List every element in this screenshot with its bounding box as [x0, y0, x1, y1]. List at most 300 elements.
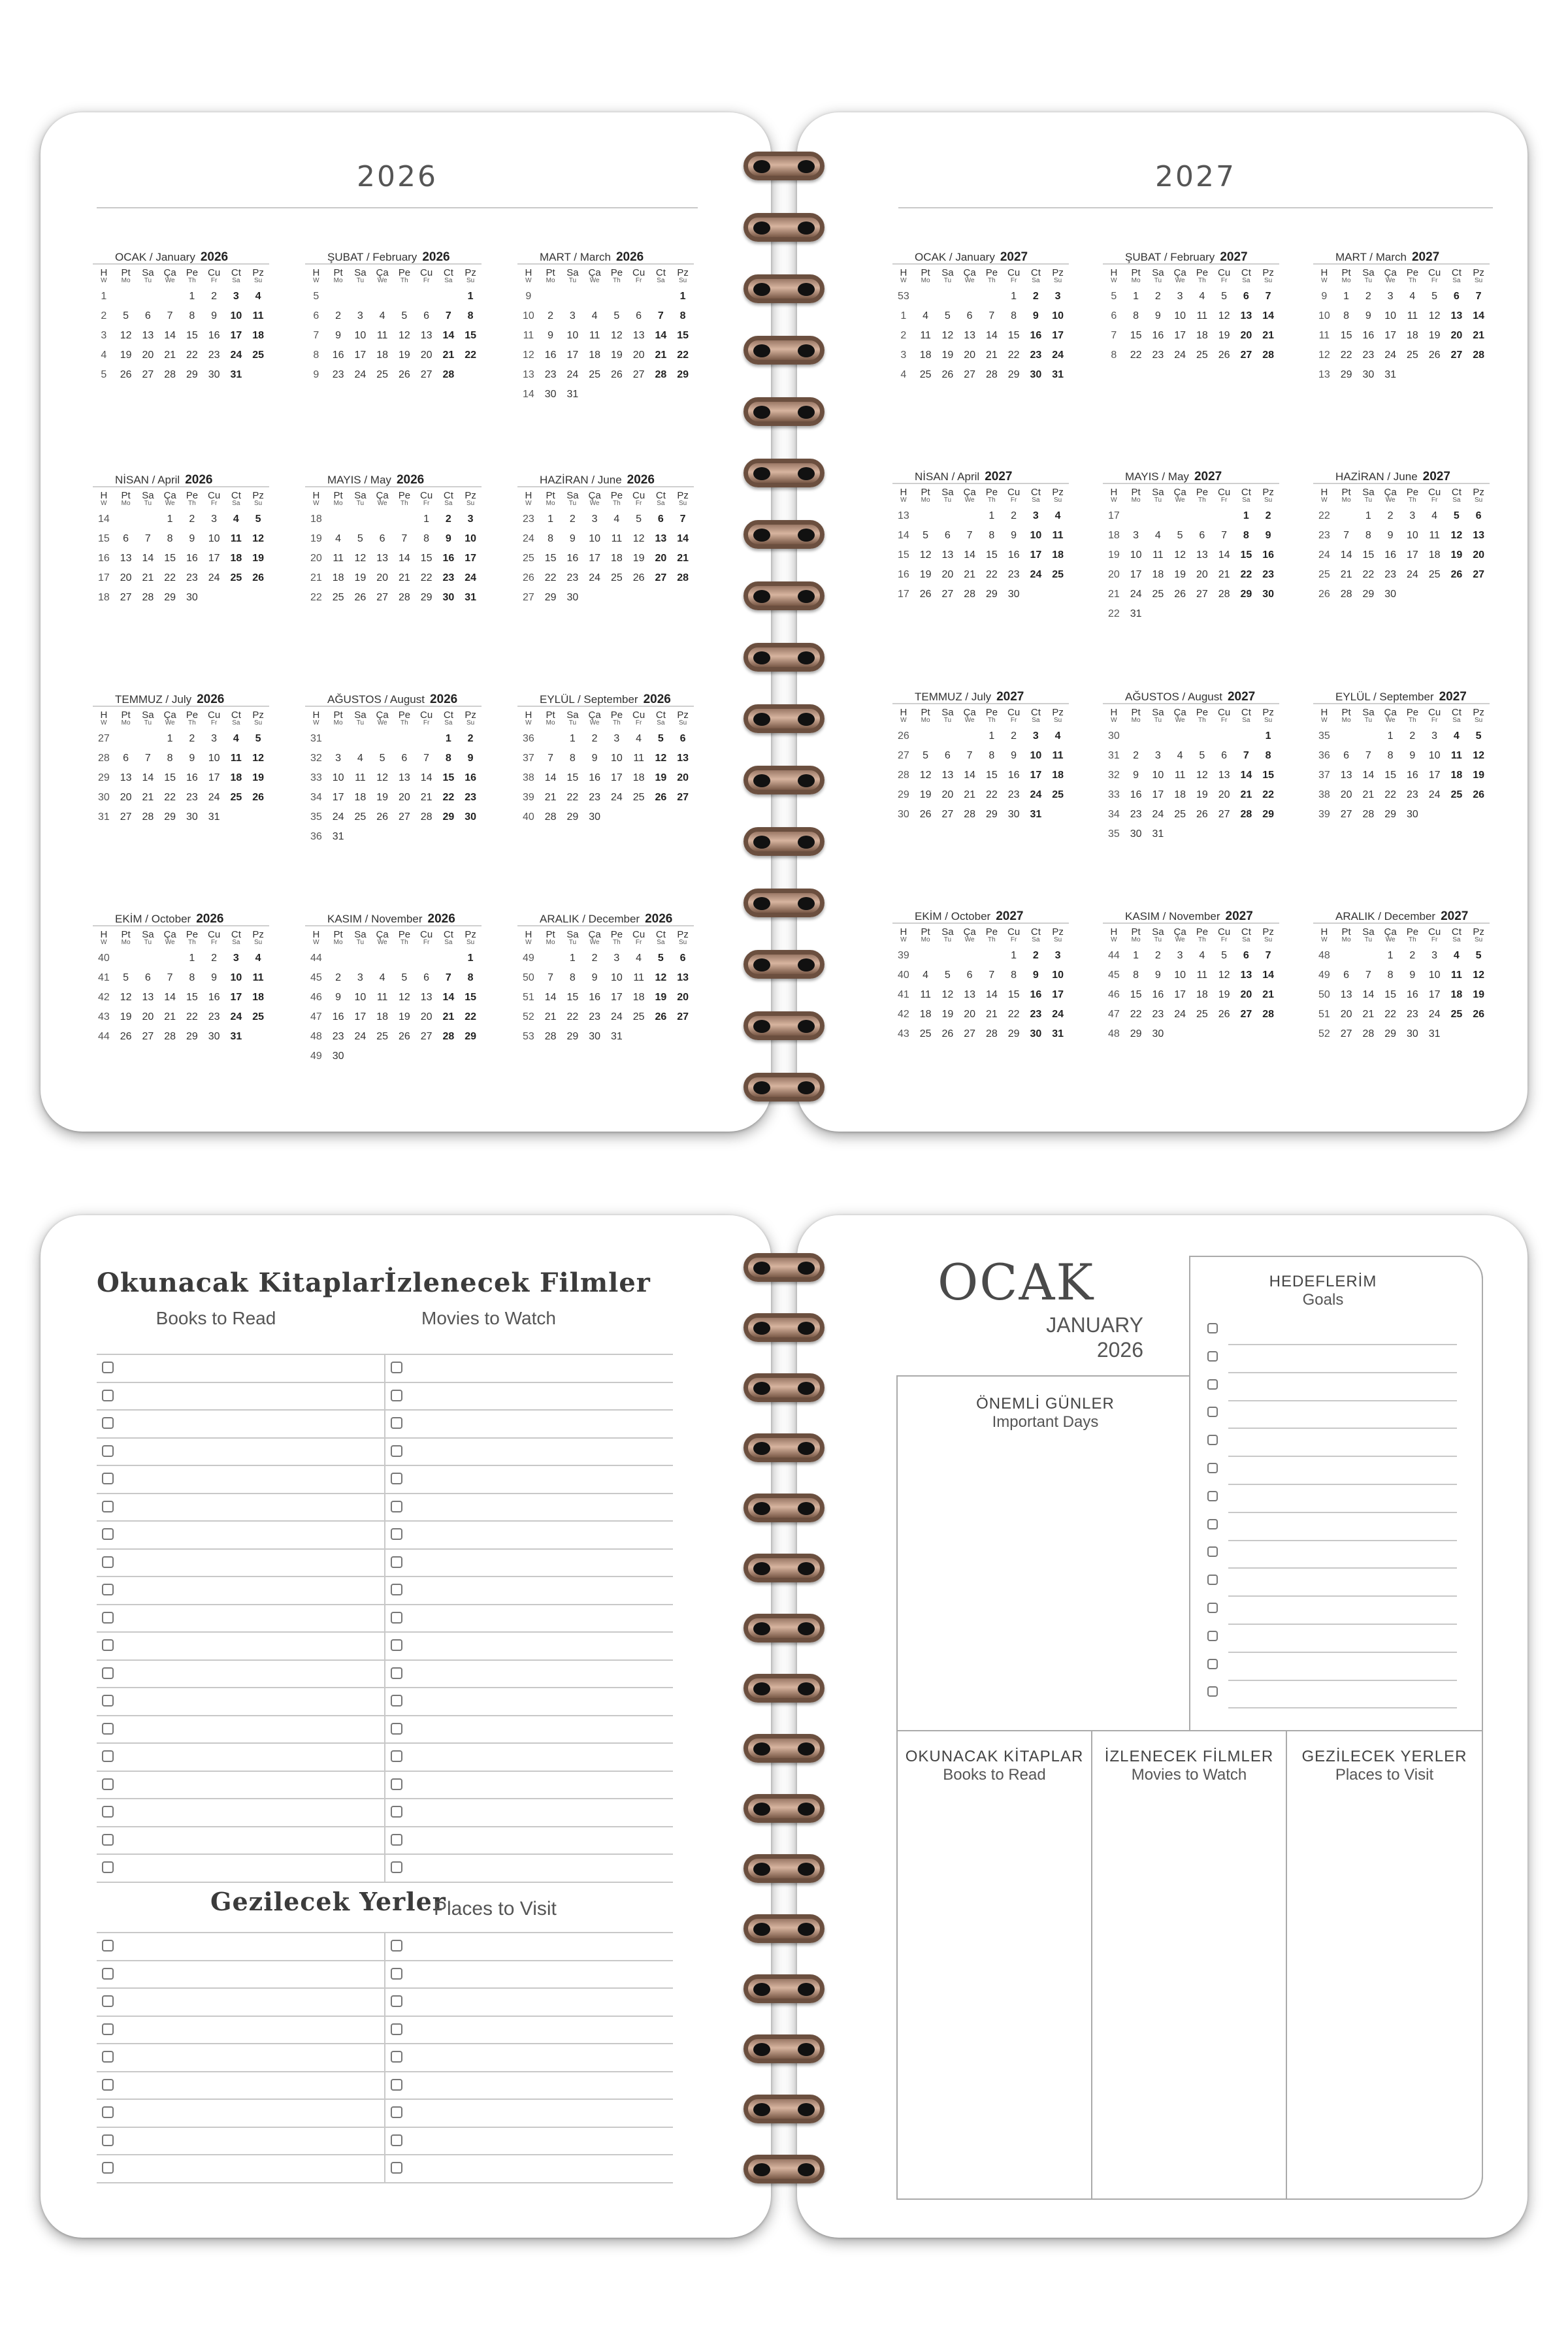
day-cell: 23 — [1030, 1009, 1042, 1020]
weekday-header: Ct — [1030, 707, 1041, 718]
day-cell — [628, 385, 650, 404]
month-grid — [517, 487, 694, 608]
day-cell: 22 — [1007, 350, 1020, 361]
week-number: 21 — [1107, 589, 1120, 600]
weekday-header-en: We — [1385, 497, 1396, 504]
day-cell — [1125, 506, 1147, 526]
day-cell — [628, 588, 650, 608]
weekday-header-en: W — [313, 277, 319, 284]
day-cell: 12 — [655, 753, 667, 764]
day-cell: 9 — [211, 310, 218, 321]
day-cell — [393, 949, 416, 968]
day-cell: 19 — [252, 553, 265, 564]
day-cell: 27 — [120, 592, 132, 603]
weekday-header: Pt — [121, 710, 131, 721]
weekday-header: Cu — [1218, 487, 1231, 498]
day-cell: 14 — [985, 989, 998, 1000]
day-cell: 22 — [677, 350, 689, 361]
weekday-header: Pz — [252, 710, 264, 721]
weekday-header: Pe — [1406, 487, 1419, 498]
day-cell: 28 — [1340, 589, 1352, 600]
weekday-header-en: We — [589, 939, 600, 946]
weekday-header-en: Su — [679, 939, 687, 946]
day-cell: 21 — [985, 1009, 998, 1020]
weekday-header-en: Th — [988, 277, 996, 284]
weekday-header: Pz — [465, 267, 476, 278]
day-cell: 26 — [1174, 589, 1186, 600]
day-cell — [1446, 585, 1468, 604]
month-year: 2026 — [615, 250, 644, 264]
weekday-header-en: Mo — [921, 717, 930, 724]
spiral-ring — [743, 1974, 825, 2003]
month-name: TEMMUZ / July — [915, 691, 992, 703]
weekday-header: Cu — [632, 710, 645, 721]
week-number: 9 — [313, 369, 319, 380]
weekday-header-en: Mo — [546, 500, 555, 507]
day-cell: 1 — [1133, 291, 1139, 302]
day-cell: 25 — [230, 792, 242, 803]
day-cell: 26 — [398, 369, 410, 380]
day-cell: 13 — [1473, 530, 1485, 541]
weekday-header: Sa — [142, 929, 154, 940]
weekday-header-en: W — [525, 719, 532, 727]
day-cell: 14 — [1362, 989, 1375, 1000]
weekday-header: Ça — [1173, 267, 1186, 278]
day-cell — [1191, 506, 1213, 526]
day-cell: 25 — [919, 1028, 932, 1039]
day-cell — [115, 287, 137, 306]
place-column-divider — [384, 1932, 385, 2182]
week-number: 36 — [522, 733, 534, 744]
day-cell: 10 — [1052, 310, 1064, 321]
movie-checkbox — [391, 1390, 402, 1401]
day-cell — [937, 287, 959, 306]
weekday-header: Ça — [1173, 707, 1186, 718]
month-year: 2026 — [196, 912, 224, 926]
day-cell: 21 — [1218, 569, 1230, 580]
day-cell: 2 — [1409, 950, 1416, 961]
week-number: 7 — [313, 330, 319, 341]
day-cell: 13 — [376, 553, 389, 564]
day-cell — [247, 808, 269, 827]
day-cell: 14 — [164, 992, 176, 1003]
day-cell: 17 — [1130, 569, 1142, 580]
weekday-header-en: Fr — [1431, 936, 1438, 943]
day-cell: 14 — [1218, 549, 1230, 561]
week-number: 1 — [900, 310, 907, 321]
day-cell — [137, 510, 159, 529]
weekday-header: Sa — [142, 490, 154, 501]
day-cell: 2 — [1265, 510, 1271, 521]
day-cell: 31 — [1052, 369, 1064, 380]
day-cell: 10 — [1030, 750, 1042, 761]
month-block — [93, 250, 269, 385]
weekday-header: Ça — [163, 710, 176, 721]
day-cell: 12 — [919, 549, 932, 561]
day-cell: 22 — [1130, 1009, 1142, 1020]
weekday-header: Ça — [963, 926, 976, 938]
weekday-header-en: Tu — [943, 717, 952, 724]
week-number: 20 — [1107, 569, 1120, 580]
day-cell: 11 — [376, 330, 388, 341]
day-cell: 7 — [966, 530, 973, 541]
weekday-header: Pz — [1473, 707, 1484, 718]
day-cell: 18 — [252, 992, 265, 1003]
day-cell: 12 — [655, 972, 667, 983]
weekday-header-en: Su — [1264, 717, 1273, 724]
day-cell: 8 — [569, 753, 576, 764]
day-cell — [540, 729, 562, 749]
weekday-header-en: Mo — [333, 939, 343, 946]
weekday-header-en: We — [1385, 717, 1396, 724]
day-cell: 9 — [1387, 530, 1394, 541]
day-cell: 24 — [465, 572, 477, 583]
weekday-header: Pz — [1052, 487, 1064, 498]
day-cell — [937, 727, 959, 746]
month-year: 2026 — [627, 473, 655, 487]
list-column-divider — [384, 1354, 385, 1882]
day-cell: 27 — [941, 809, 954, 820]
weekday-header: Sa — [1152, 707, 1164, 718]
day-cell: 13 — [142, 992, 154, 1003]
day-cell: 29 — [1340, 369, 1352, 380]
month-grid — [305, 926, 482, 1066]
month-name: EKİM / October — [115, 913, 191, 925]
day-cell: 15 — [1007, 330, 1020, 341]
month-header — [1103, 250, 1279, 265]
weekday-header-en: Su — [1264, 277, 1273, 284]
weekday-header: Ct — [1241, 926, 1251, 938]
month-block — [305, 693, 482, 847]
week-number: 30 — [897, 809, 909, 820]
month-block — [305, 912, 482, 1066]
day-cell: 23 — [208, 1011, 220, 1022]
day-cell: 26 — [120, 1031, 132, 1042]
day-cell: 7 — [988, 970, 995, 981]
week-number: 52 — [1318, 1028, 1330, 1039]
day-cell: 26 — [655, 1011, 667, 1022]
spiral-ring — [743, 1011, 825, 1040]
day-cell: 2 — [591, 733, 598, 744]
day-cell: 7 — [445, 310, 451, 321]
day-cell: 12 — [120, 330, 132, 341]
day-cell: 17 — [1052, 330, 1064, 341]
weekday-header-en: W — [313, 719, 319, 727]
day-cell: 13 — [941, 770, 954, 781]
day-cell: 3 — [613, 953, 620, 964]
day-cell: 29 — [566, 811, 579, 823]
weekday-header: Cu — [1007, 487, 1021, 498]
weekday-header: H — [1320, 926, 1328, 938]
day-cell: 29 — [1007, 369, 1020, 380]
day-cell: 18 — [376, 1011, 389, 1022]
week-number: 22 — [310, 592, 322, 603]
weekday-header-en: We — [589, 277, 600, 284]
day-cell — [350, 827, 372, 847]
day-cell: 3 — [357, 310, 363, 321]
weekday-header: Pt — [121, 267, 131, 278]
weekday-header-en: Mo — [921, 936, 930, 943]
weekday-header-en: Mo — [546, 719, 555, 727]
weekday-header-en: W — [101, 277, 107, 284]
day-cell: 30 — [208, 1031, 220, 1042]
day-cell: 18 — [610, 553, 623, 564]
day-cell — [371, 949, 393, 968]
weekday-header: Pz — [1052, 926, 1064, 938]
month-year: 2027 — [985, 470, 1013, 483]
day-cell — [350, 729, 372, 749]
day-cell: 16 — [208, 992, 220, 1003]
weekday-header-en: Su — [1054, 497, 1062, 504]
day-cell — [137, 949, 159, 968]
day-cell — [225, 808, 248, 827]
day-cell: 12 — [398, 992, 410, 1003]
weekday-header-en: Tu — [1154, 277, 1162, 284]
day-cell: 6 — [1475, 510, 1482, 521]
goal-checkbox — [1207, 1463, 1218, 1473]
day-cell: 23 — [544, 369, 557, 380]
day-cell: 1 — [1011, 291, 1017, 302]
day-cell: 20 — [120, 792, 132, 803]
weekday-header: Ça — [588, 490, 601, 501]
day-cell: 29 — [420, 592, 433, 603]
day-cell: 7 — [401, 533, 408, 544]
day-cell — [438, 827, 460, 847]
weekday-header-en: We — [1175, 936, 1185, 943]
day-cell: 24 — [1384, 350, 1397, 361]
weekday-header-en: Fr — [210, 500, 218, 507]
spiral-ring — [743, 1253, 825, 1282]
day-cell: 1 — [988, 510, 995, 521]
weekday-header-en: Su — [1264, 936, 1273, 943]
day-cell: 29 — [985, 809, 998, 820]
day-cell: 2 — [1032, 291, 1039, 302]
weekday-header-en: Mo — [921, 497, 930, 504]
day-cell: 26 — [632, 572, 645, 583]
weekday-header-en: W — [900, 717, 907, 724]
day-cell: 13 — [632, 330, 645, 341]
day-cell: 15 — [442, 772, 455, 783]
places-box-label — [1287, 1748, 1482, 1784]
weekday-header: Ct — [1451, 267, 1462, 278]
day-cell: 11 — [920, 989, 931, 1000]
day-cell — [915, 946, 937, 966]
day-cell: 16 — [1384, 549, 1397, 561]
weekday-header-en: Mo — [1341, 497, 1351, 504]
day-cell: 22 — [985, 569, 998, 580]
week-number: 44 — [310, 953, 322, 964]
day-cell: 26 — [1196, 809, 1208, 820]
day-cell: 15 — [677, 330, 689, 341]
week-number: 6 — [313, 310, 319, 321]
day-cell: 29 — [677, 369, 689, 380]
day-cell: 10 — [465, 533, 477, 544]
day-cell: 12 — [354, 553, 367, 564]
day-cell: 6 — [1343, 970, 1350, 981]
weekday-header: H — [312, 267, 320, 278]
week-number: 26 — [522, 572, 534, 583]
weekday-header-en: We — [165, 719, 175, 727]
day-cell: 14 — [442, 992, 455, 1003]
weekday-header: Pe — [186, 710, 199, 721]
weekday-header-en: Th — [988, 936, 996, 943]
goals-title: HEDEFLERİM — [1269, 1273, 1377, 1290]
week-number: 20 — [310, 553, 322, 564]
week-number: 7 — [1111, 330, 1117, 341]
day-cell: 4 — [335, 533, 342, 544]
weekday-header-en: Tu — [568, 500, 577, 507]
weekday-header: Pz — [677, 490, 689, 501]
goals-label — [1241, 1273, 1405, 1309]
day-cell: 6 — [144, 972, 151, 983]
weekday-header-en: Sa — [1452, 936, 1461, 943]
day-cell: 22 — [1240, 569, 1252, 580]
month-year: 2026 — [427, 912, 455, 926]
day-cell: 17 — [1030, 549, 1042, 561]
weekday-header: H — [1110, 926, 1118, 938]
day-cell: 5 — [923, 530, 929, 541]
weekday-header: Cu — [1218, 707, 1231, 718]
weekday-header-en: Tu — [144, 939, 152, 946]
month-name: MART / March — [540, 251, 611, 263]
weekday-header-en: Fr — [1220, 717, 1228, 724]
weekday-header: Pz — [677, 710, 689, 721]
day-cell: 31 — [610, 1031, 623, 1042]
weekday-header-en: Su — [254, 719, 263, 727]
week-number: 5 — [101, 369, 107, 380]
weekday-header-en: Sa — [1452, 717, 1461, 724]
weekday-header-en: Sa — [232, 939, 240, 946]
day-cell: 25 — [252, 350, 265, 361]
day-cell: 16 — [208, 330, 220, 341]
day-cell — [1191, 727, 1213, 746]
day-cell: 19 — [941, 1009, 954, 1020]
place-checkbox — [102, 1940, 114, 1952]
places-box-title: GEZİLECEK YERLER — [1301, 1748, 1467, 1765]
month-grid — [1103, 704, 1279, 844]
month-grid — [1313, 924, 1490, 1044]
day-cell: 15 — [1007, 989, 1020, 1000]
day-cell: 10 — [230, 972, 242, 983]
weekday-header: Pe — [186, 490, 199, 501]
weekday-header: H — [100, 710, 108, 721]
week-number: 52 — [522, 1011, 534, 1022]
day-cell — [115, 949, 137, 968]
day-cell: 20 — [941, 569, 954, 580]
weekday-header: Ça — [588, 929, 601, 940]
day-cell: 25 — [1450, 789, 1463, 800]
month-header — [517, 473, 694, 487]
day-cell — [371, 287, 393, 306]
day-cell: 17 — [566, 350, 579, 361]
day-cell: 1 — [679, 291, 686, 302]
week-number: 40 — [522, 811, 534, 823]
day-cell: 3 — [1409, 510, 1416, 521]
weekday-header-en: Th — [188, 277, 196, 284]
day-cell — [438, 949, 460, 968]
day-cell: 4 — [1054, 510, 1061, 521]
day-cell — [672, 808, 694, 827]
week-number: 5 — [1111, 291, 1117, 302]
day-cell: 22 — [1340, 350, 1352, 361]
day-cell: 2 — [1133, 750, 1139, 761]
goal-checkbox — [1207, 1379, 1218, 1390]
weekday-header-en: W — [101, 719, 107, 727]
goal-checkbox — [1207, 1491, 1218, 1501]
day-cell: 11 — [230, 753, 242, 764]
places-box-subtitle: Places to Visit — [1335, 1766, 1434, 1784]
day-cell — [327, 287, 350, 306]
weekday-header: Sa — [1152, 487, 1164, 498]
day-cell: 19 — [919, 789, 932, 800]
weekday-header-en: Su — [1475, 277, 1483, 284]
weekday-header: Pz — [1473, 267, 1484, 278]
day-cell: 19 — [398, 350, 410, 361]
day-cell — [1467, 365, 1490, 385]
day-cell: 4 — [1199, 291, 1205, 302]
goal-line — [1228, 1428, 1457, 1429]
weekday-header: Cu — [632, 267, 645, 278]
day-cell: 13 — [1450, 310, 1463, 321]
weekday-header: Sa — [941, 926, 954, 938]
week-number: 37 — [522, 753, 534, 764]
day-cell: 31 — [230, 369, 242, 380]
week-number: 13 — [897, 510, 909, 521]
day-cell: 25 — [230, 572, 242, 583]
weekday-header: Ct — [443, 267, 453, 278]
weekday-header: Pe — [398, 929, 411, 940]
weekday-header-en: Tu — [1154, 717, 1162, 724]
day-cell — [1213, 825, 1235, 844]
weekday-header-en: Tu — [356, 719, 365, 727]
day-cell: 8 — [1133, 970, 1139, 981]
weekday-header-en: Mo — [1131, 936, 1141, 943]
day-cell: 11 — [1407, 310, 1418, 321]
movie-checkbox — [391, 1723, 402, 1735]
weekday-header-en: Th — [188, 939, 196, 946]
week-number: 49 — [310, 1051, 322, 1062]
day-cell: 16 — [566, 553, 579, 564]
day-cell: 26 — [252, 572, 265, 583]
weekday-header-en: Su — [466, 277, 475, 284]
day-cell: 9 — [1154, 970, 1161, 981]
week-number: 23 — [522, 514, 534, 525]
day-cell: 14 — [1262, 970, 1275, 981]
day-cell: 12 — [1473, 750, 1485, 761]
day-cell: 27 — [677, 792, 689, 803]
day-cell: 19 — [120, 1011, 132, 1022]
day-cell: 27 — [120, 811, 132, 823]
day-cell: 30 — [186, 811, 198, 823]
weekday-header-en: Th — [613, 719, 621, 727]
weekday-header-en: Th — [1198, 717, 1206, 724]
day-cell: 23 — [1030, 350, 1042, 361]
day-cell: 6 — [1199, 530, 1205, 541]
day-cell: 7 — [1265, 950, 1271, 961]
day-cell: 22 — [186, 1011, 198, 1022]
day-cell: 1 — [467, 291, 474, 302]
day-cell: 13 — [655, 533, 667, 544]
week-number: 30 — [1107, 730, 1120, 742]
day-cell: 16 — [1362, 330, 1375, 341]
day-cell: 28 — [1218, 589, 1230, 600]
weekday-header-en: Sa — [444, 500, 453, 507]
day-cell: 25 — [1174, 809, 1186, 820]
day-cell — [915, 506, 937, 526]
weekday-header: Ct — [1030, 926, 1041, 938]
day-cell: 10 — [354, 992, 367, 1003]
day-cell — [137, 287, 159, 306]
